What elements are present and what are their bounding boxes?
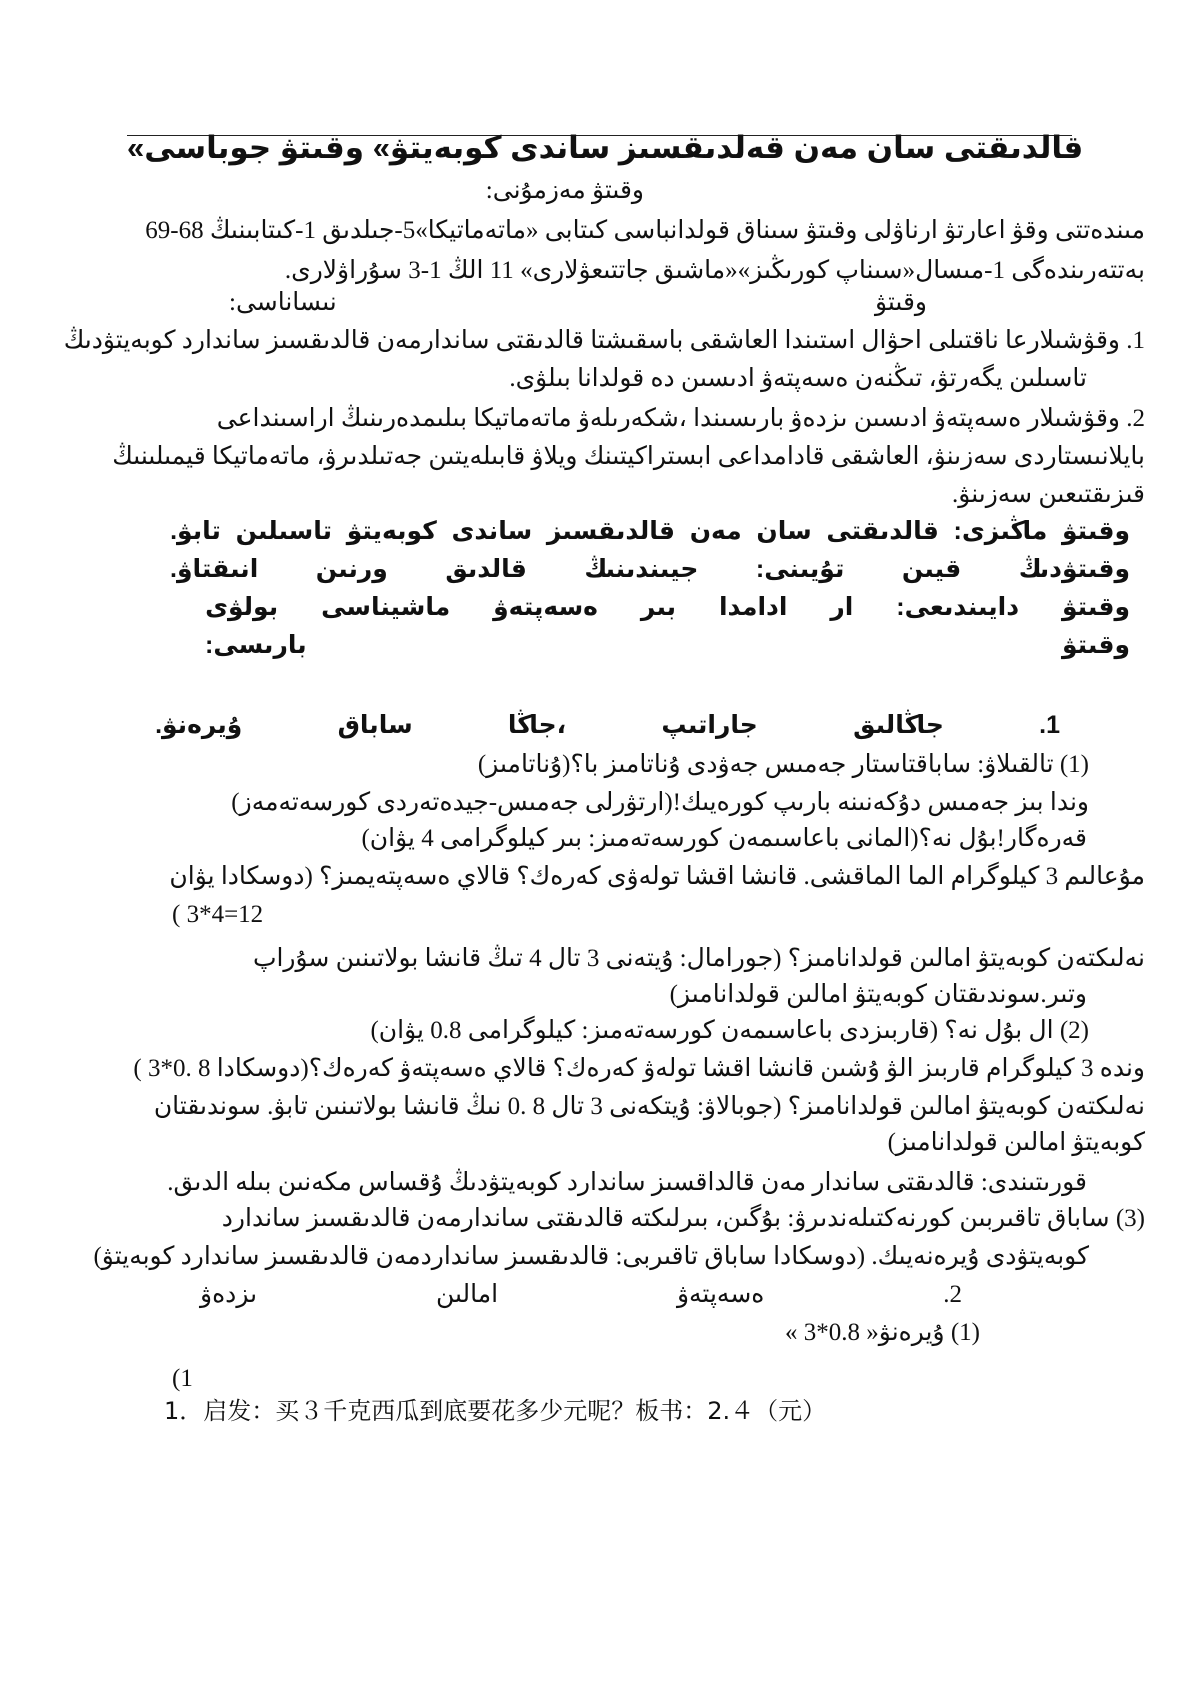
section1-line-7: وتىر.سوندىقتان كوبەيتۋ امالىن قولدانامىز) <box>669 981 1087 1008</box>
meta-word: ىزدەۋ <box>200 1281 258 1308</box>
meta-word: تۇيىنى: <box>755 555 845 583</box>
aim-line-4: بايلانىستاردى سەزىنۋ، العاشقى قادامداعى ابستراكيتىنك ويلاۋ قابىلەيتىن جەتىلدىرۋ، ماتەماتيكا قيمىلىنىڭ <box>112 443 1145 470</box>
aim-line-2: تاسىلىن يگەرتۋ، تىڭنەن ەسەپتەۋ ادىسىن دە قولدانا بىلۋى. <box>509 365 1087 392</box>
section1-line-10: نەلىكتەن كوبەيتۋ امالىن قولدانامىز؟ (جوبالاۋ: ۇيتكەنى 3 تال 8 .0 نىڭ قانشا بولاتىنىن تابۋ. سوندىقتان <box>153 1093 1145 1120</box>
section1-line-11: كوبەيتۋ امالىن قولدانامىز) <box>887 1129 1145 1156</box>
aim-line-3: 2. وقۋشىلار ەسەپتەۋ ادىسىن ىزدەۋ بارىسىندا ،شكەرىلەۋ ماتەماتيكا بىلىمدەرىنىڭ اراسىنداعى <box>216 405 1145 432</box>
section2-sub: (1) ۇيرەنۋ« 0.8*3 » <box>785 1319 980 1346</box>
meta-word: تاسىلىن <box>235 517 333 545</box>
content-label: وقىتۋ مەزمۇنى: <box>485 177 644 204</box>
meta-word: وقىتۋ <box>1062 517 1130 545</box>
process-heading <box>205 628 1130 662</box>
section1-line-9: ونده 3 كيلوگرام قاربىز الۋ ۇشىن قانشا اقشا تولەۋ كەرەك؟ قالاي ەسەپتەۋ كەرەك؟(دوسكادا 8 .0*3 ) <box>133 1055 1145 1082</box>
meta-word: دايىندىعى: <box>896 593 1020 621</box>
section1-line-4: مۇعالىم 3 كيلوگرام الما الماقشى. قانشا اقشا تولەۋى كەرەك؟ قالاي ەسەپتەيمىز؟ (دوسكادا يۋان <box>169 863 1145 890</box>
aims-heading-word-1: وقىتۋ <box>874 289 927 316</box>
meta-word: بىر <box>640 593 677 621</box>
meta-word: 2. <box>943 1281 962 1308</box>
meta-word: تابۋ. <box>170 517 221 545</box>
meta-word: مەن <box>689 517 742 545</box>
content-line-1: مىندەتتى وقۋ اعارتۋ ارناۋلى وقىتۋ سىناق قولدانباسى كىتابى «ماتەماتيكا»5-جىلدىق 1-كىتابىنىڭ 68-69 <box>145 217 1145 244</box>
meta-word: قالدىقتى <box>826 517 939 545</box>
meta-word: ماڭىزى: <box>953 517 1048 545</box>
meta-word: ار <box>830 593 854 621</box>
meta-word: جاراتىپ <box>661 711 758 739</box>
meta-word: بارىسى: <box>205 631 307 659</box>
document-title: «قالدىقتى سان مەن قەلدىقسىز ساندى كوبەيتۋ» وقىتۋ جوباسى <box>127 130 1084 165</box>
section1-line-12: قورىتىندى: قالدىقتى ساندار مەن قالداقسىز ساندارد كوبەيتۋدىڭ ۇقساس مكەنىن بىلە الدىق. <box>167 1169 1087 1196</box>
preparation-row <box>205 590 1130 624</box>
section1-line-13: (3) ساباق تاقىربىن كورنەكتىلەندىرۋ: بۇگىن، بىرلىكتە قالدىقتى ساندارمەن قالدىقسىز ساندارد <box>221 1205 1145 1232</box>
section1-line-3: قەرەگار!بۇل نە؟(المانى باعاسىمەن كورسەتەمىز: بىر كيلوگرامى 4 يۋان) <box>361 825 1087 852</box>
meta-word: 1. <box>1039 711 1060 739</box>
meta-word: جاڭالىق <box>853 711 944 739</box>
chinese-line: 1．启发：买３千克西瓜到底要花多少元呢？板书：2.４（元） <box>164 1397 827 1425</box>
meta-word: قالدىقسىز <box>546 517 676 545</box>
meta-word: بولۋى <box>205 593 279 621</box>
key-point-row <box>170 514 1130 548</box>
aims-heading-word-2: نىساناسى: <box>229 289 337 316</box>
meta-word: كوبەيتۋ <box>346 517 437 545</box>
section1-line-14: كوبەيتۋدى ۇيرەنەيىك. (دوسكادا ساباق تاقىربى: قالدىقسىز سانداردمەن قالدىقسىز ساندارد كوبەيتۋ) <box>93 1243 1089 1270</box>
aim-line-1: 1. وقۋشىلارعا ناقتىلى احۋال استىندا العاشقى باسقىشتا قالدىقتى ساندارمەن قالدىقسىز ساندارد كوبەيتۋدىڭ <box>63 327 1145 354</box>
meta-word: انىقتاۋ. <box>170 555 259 583</box>
section1-line-1: (1) تالقىلاۋ: ساباقتاستار جەمىس جەۋدى ۇناتامىز با؟(ۇناتامىز) <box>477 751 1089 778</box>
meta-word: ورنىن <box>315 555 388 583</box>
meta-word: ساباق <box>337 711 413 739</box>
meta-word: ەسەپتەۋ <box>676 1281 765 1308</box>
aim-line-5: قىزىقتىعىن سەزىنۋ. <box>952 481 1145 508</box>
meta-word: ەسەپتەۋ <box>493 593 598 621</box>
meta-word: وقىتۋ <box>1062 631 1130 659</box>
meta-word: ،جاڭا <box>507 711 567 739</box>
meta-word: ادامدا <box>718 593 788 621</box>
difficulty-row <box>170 552 1130 586</box>
meta-word: وقىتۋ <box>1062 593 1130 621</box>
section1-line-8: (2) ال بۇل نە؟ (قاربىزدى باعاسىمەن كورسەتەمىز: كيلوگرامى 0.8 يۋان) <box>370 1017 1089 1044</box>
meta-word: قيىن <box>901 555 962 583</box>
section1-line-6: نەلىكتەن كوبەيتۋ امالىن قولدانامىز؟ (جورامال: ۇيتەنى 3 تال 4 تىڭ قانشا بولاتىنىن سۇراپ <box>252 945 1145 972</box>
section1-line-2: وندا بىز جەمىس دۇكەنىنە بارىپ كورەيىك!(ارتۋرلى جەمىس-جيدەتەردى كورسەتەمەز) <box>231 789 1089 816</box>
meta-word: ساندى <box>451 517 533 545</box>
meta-word: امالىن <box>435 1281 499 1308</box>
meta-word: ماشيناسى <box>321 593 451 621</box>
meta-word: جيىندىنىڭ <box>584 555 699 583</box>
paren-fragment: (1 <box>172 1365 193 1392</box>
section1-heading <box>155 708 1060 742</box>
content-line-2: بەتتەرىندەگى 1-مىسال«سىناپ كورىڭىز»«ماشىق جاتتىعۋلارى» 11 الڭ 1-3 سۇراۋلارى. <box>284 257 1145 284</box>
aims-heading <box>229 286 927 320</box>
meta-word: قالدىق <box>445 555 527 583</box>
section2-heading <box>200 1278 962 1312</box>
meta-word: ۇيرەنۋ. <box>155 711 243 739</box>
meta-word: سان <box>756 517 812 545</box>
meta-word: وقىتۋدىڭ <box>1018 555 1130 583</box>
section1-line-5: ( 3*4=12 <box>172 901 264 928</box>
